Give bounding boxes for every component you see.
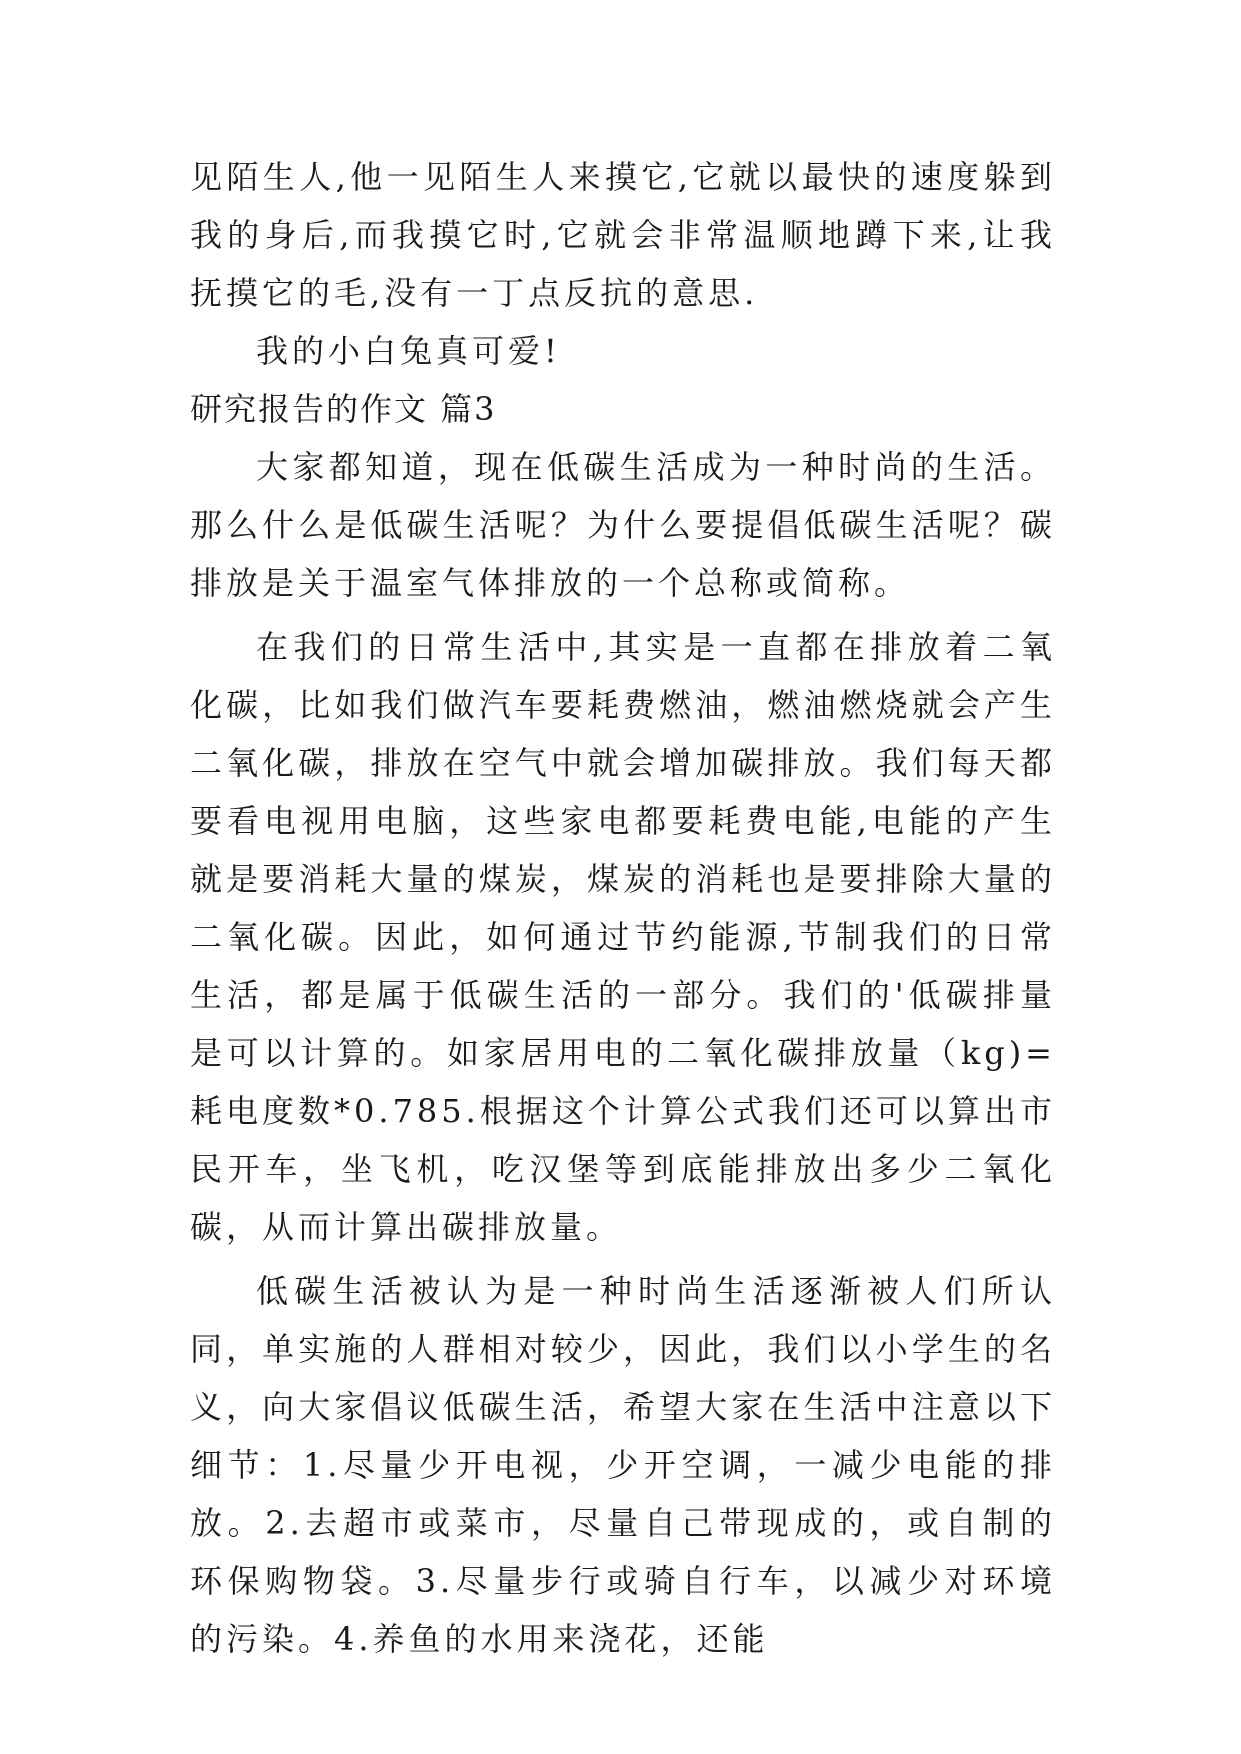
paragraph-proposal: 低碳生活被认为是一种时尚生活逐渐被人们所认同，单实施的人群相对较少，因此，我们以小学生的名义，向大家倡议低碳生活，希望大家在生活中注意以下细节：1.尽量少开电视，少开空调，一减少电能的排放。2.去超市或菜市，尽量自己带现成的，或自制的环保购物袋。3.尽量步行或骑自行车，以减少对环境的污染。4.养鱼的水用来浇花，还能 (190, 1272, 1056, 1658)
paragraph-daily-life: 在我们的日常生活中,其实是一直都在排放着二氧化碳，比如我们做汽车要耗费燃油，燃油燃烧就会产生二氧化碳，排放在空气中就会增加碳排放。我们每天都要看电视用电脑，这些家电都要耗费电能,电能的产生就是要消耗大量的煤炭，煤炭的消耗也是要排除大量的二氧化碳。因此，如何通过节约能源,节制我们的日常生活，都是属于低碳生活的一部分。我们的'低碳排量是可以计算的。如家居用电的二氧化碳排放量（kg)=耗电度数*0.785.根据这个计算公式我们还可以算出市民开车，坐飞机，吃汉堡等到底能排放出多少二氧化碳，从而计算出碳排放量。 (190, 628, 1056, 1246)
paragraph-rabbit-cute: 我的小白兔真可爱! (256, 332, 561, 370)
paragraph-low-carbon-intro: 大家都知道，现在低碳生活成为一种时尚的生活。那么什么是低碳生活呢？为什么要提倡低碳生活呢？碳排放是关于温室气体排放的一个总称或简称。 (190, 448, 1056, 602)
paragraph-intro-continuation: 见陌生人,他一见陌生人来摸它,它就以最快的速度躲到我的身后,而我摸它时,它就会非常温顺地蹲下来,让我抚摸它的毛,没有一丁点反抗的意思. (190, 158, 1056, 312)
document-body (190, 148, 1056, 1668)
section-title: 研究报告的作文 篇3 (190, 390, 497, 428)
